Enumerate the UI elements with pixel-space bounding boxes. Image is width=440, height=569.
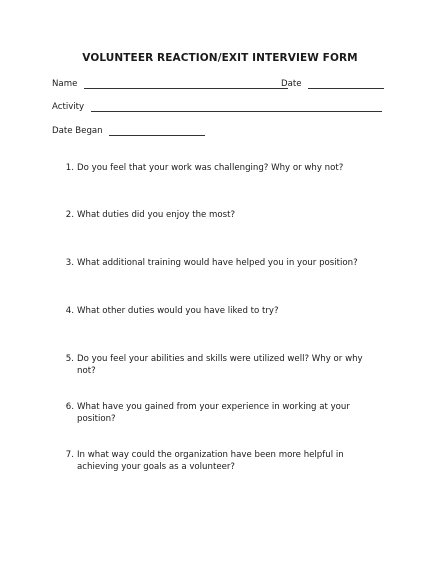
form-title: VOLUNTEER REACTION/EXIT INTERVIEW FORM — [82, 52, 358, 64]
question-number: 1. — [65, 163, 74, 173]
question-number: 2. — [65, 210, 74, 220]
question-number: 4. — [65, 306, 74, 316]
question-number: 7. — [65, 450, 74, 460]
activity-field — [52, 102, 382, 112]
question-number: 6. — [65, 402, 74, 412]
name-input-line[interactable] — [84, 79, 288, 89]
question-text: What have you gained from your experience in working at your position? — [77, 402, 350, 424]
activity-input-line[interactable] — [91, 102, 382, 112]
name-field — [52, 79, 288, 89]
question-text: Do you feel that your work was challenging? Why or why not? — [77, 163, 344, 173]
date-began-label: Date Began — [52, 126, 103, 136]
activity-label: Activity — [52, 102, 85, 112]
date-began-field — [52, 126, 205, 136]
date-began-input-line[interactable] — [109, 126, 205, 136]
question-number: 3. — [65, 258, 74, 268]
date-label: Date — [281, 79, 302, 89]
question-text: What additional training would have helped you in your position? — [77, 258, 358, 268]
question-text: Do you feel your abilities and skills were utilized well? Why or why not? — [77, 354, 363, 376]
date-field — [281, 79, 384, 89]
question-text: What other duties would you have liked to try? — [77, 306, 279, 316]
date-input-line[interactable] — [308, 79, 384, 89]
question-text: In what way could the organization have been more helpful in achieving your goals as a volunteer? — [77, 450, 344, 472]
question-text: What duties did you enjoy the most? — [77, 210, 236, 220]
name-label: Name — [52, 79, 78, 89]
question-number: 5. — [65, 354, 74, 364]
